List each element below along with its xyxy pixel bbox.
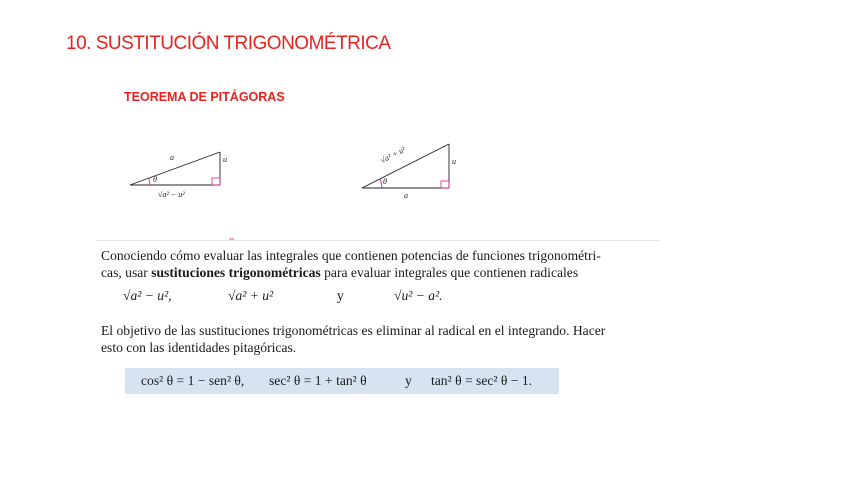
radical-1: √a² − u², [123, 288, 172, 303]
triangle-1-base-label: √a² − u² [158, 190, 185, 199]
decorative-mark [229, 238, 234, 240]
section-subtitle: TEOREMA DE PITÁGORAS [124, 90, 285, 104]
identities-conjunction: y [405, 373, 412, 388]
triangle-1-vertical-label: u [223, 155, 227, 164]
triangle-diagram-2 [352, 138, 472, 204]
intro-line-2-post: para evaluar integrales que contienen radicales [320, 265, 579, 280]
radicals-row [123, 288, 483, 310]
triangle-2-angle-label: θ [383, 177, 387, 186]
objective-paragraph [101, 322, 621, 356]
intro-line-2-pre: cas, usar [101, 265, 152, 280]
radical-3: √u² − a². [394, 288, 443, 303]
triangle-diagram-1 [120, 142, 240, 204]
objective-line-1: El objetivo de las sustituciones trigonométricas es eliminar al radical en el integrando. Hacer [101, 323, 606, 338]
page-title: 10. SUSTITUCIÓN TRIGONOMÉTRICA [66, 33, 391, 54]
triangle-2-base-label: a [404, 191, 408, 200]
identity-3: tan² θ = sec² θ − 1. [431, 373, 533, 388]
triangle-2-vertical-label: u [452, 157, 456, 166]
angle-arc-1 [149, 179, 150, 186]
identity-1: cos² θ = 1 − sen² θ, [141, 373, 245, 388]
right-angle-mark-2 [441, 181, 449, 188]
intro-bold-term: sustituciones trigonométricas [151, 265, 321, 280]
angle-arc-2 [380, 180, 382, 189]
triangle-1-hyp-label: a [170, 153, 174, 162]
intro-line-2 [101, 264, 621, 281]
identity-2: sec² θ = 1 + tan² θ [269, 373, 367, 388]
radical-2: √a² + u² [228, 288, 274, 303]
intro-line-1: Conociendo cómo evaluar las integrales que contienen potencias de funciones trigonométri- [101, 248, 601, 263]
right-angle-mark-1 [212, 178, 220, 185]
intro-paragraph [101, 247, 621, 281]
triangle-1-angle-label: θ [153, 175, 157, 184]
triangle-1-shape [130, 152, 220, 185]
divider-line [96, 240, 661, 241]
triangle-2-hyp-label: √a² + u² [379, 144, 407, 166]
radicals-conjunction: y [337, 288, 344, 303]
identities-box [125, 368, 559, 394]
objective-line-2: esto con las identidades pitagóricas. [101, 340, 297, 355]
